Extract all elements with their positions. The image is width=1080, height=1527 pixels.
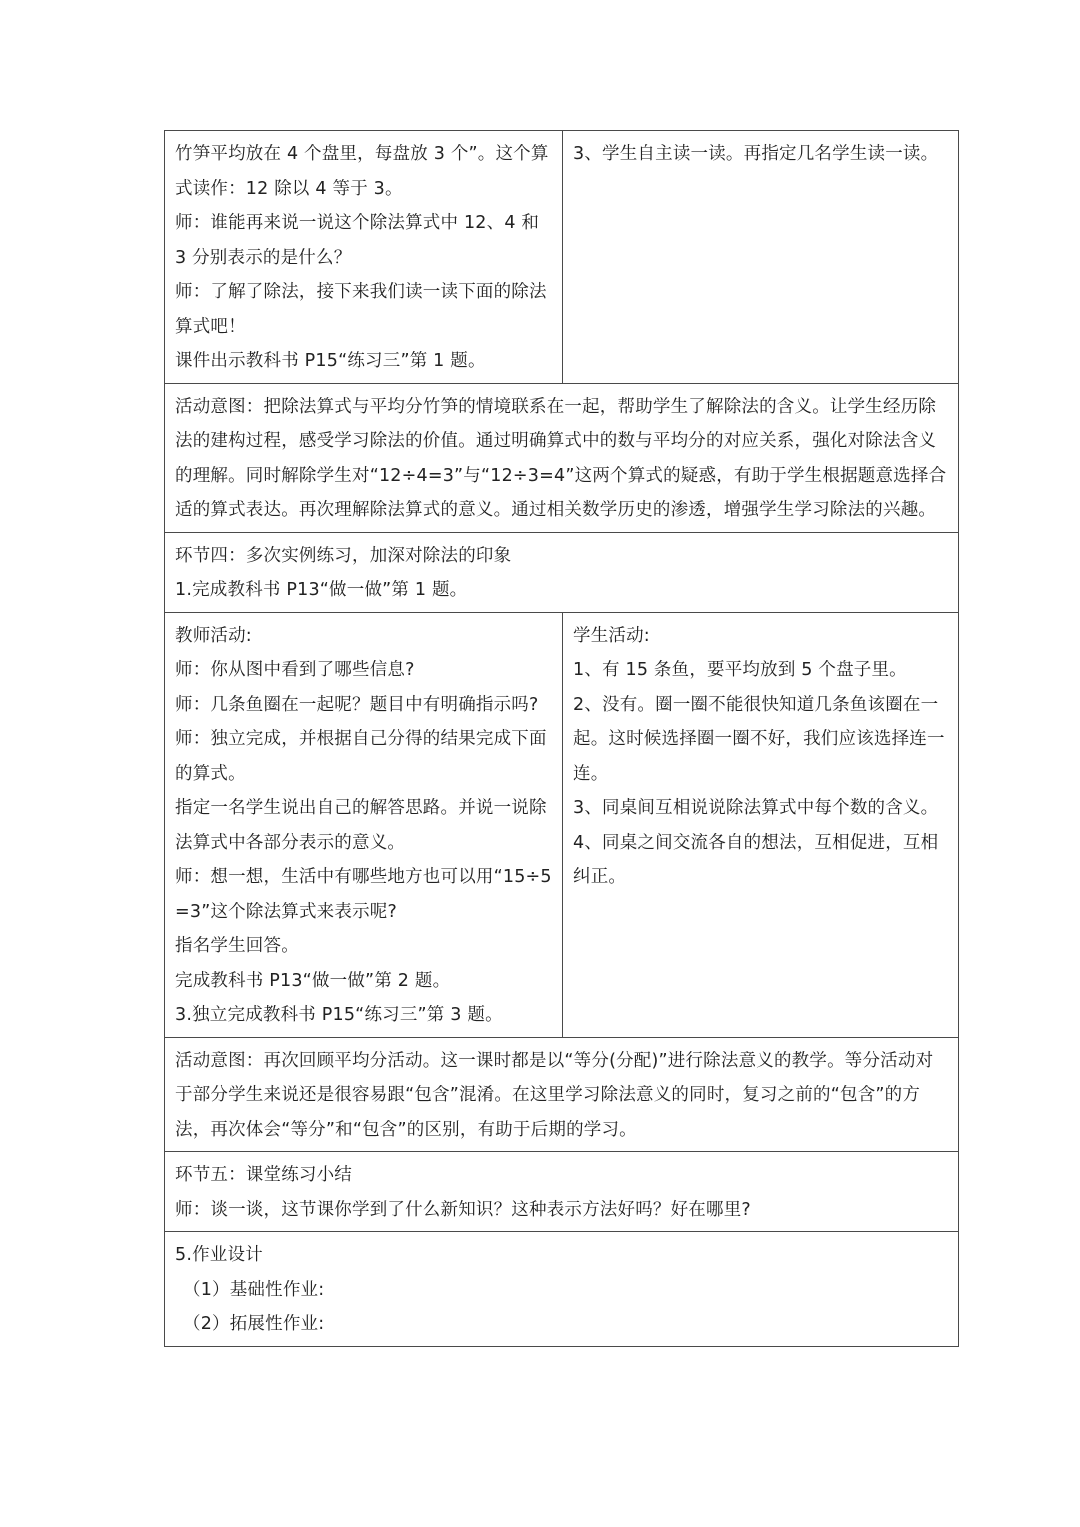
section-five-cell [165,1152,959,1232]
table-row [165,131,959,384]
teacher-activity-cell [165,131,563,384]
paragraph: 完成教科书 P13“做一做”第 2 题。 [175,970,451,991]
paragraph: 师：谁能再来说一说这个除法算式中 12、4 和 3 分别表示的是什么？ [175,213,545,268]
paragraph: 3、同桌间互相说说除法算式中每个数的含义。 [573,798,939,818]
paragraph: 师：你从图中看到了哪些信息? [175,660,415,680]
table-row [165,532,959,612]
section-heading: 环节五：课堂练习小结 [175,1165,352,1185]
paragraph: 2、没有。圈一圈不能很快知道几条鱼该圈在一起。这时候选择圈一圈不好，我们应该选择连一连。 [573,694,945,784]
paragraph: 1.完成教科书 P13“做一做”第 1 题。 [175,580,468,600]
student-activity-cell [563,131,959,384]
activity-intent-text: 活动意图：再次回顾平均分活动。这一课时都是以“等分(分配)”进行除法意义的教学。等分活动对于部分学生来说还是很容易跟“包含”混淆。在这里学习除法意义的同时，复习之前的“包含”的方法，再次体会“等分”和“包含”的区别，有助于后期的学习。 [175,1050,934,1140]
homework-cell [165,1232,959,1347]
paragraph: 师：想一想，生活中有哪些地方也可以用“15÷5=3”这个除法算式来表示呢? [175,867,552,922]
lesson-plan-table [164,130,959,1347]
paragraph: 师：独立完成，并根据自己分得的结果完成下面的算式。 [175,729,547,784]
column-heading: 学生活动: [573,625,650,646]
paragraph: 竹笋平均放在 4 个盘里，每盘放 3 个”。这个算式读作：12 除以 4 等于 3。 [175,144,549,199]
table-row [165,612,959,1037]
paragraph: 师：谈一谈，这节课你学到了什么新知识？这种表示方法好吗？好在哪里? [175,1199,751,1220]
activity-intent-cell [165,383,959,532]
table-row [165,1232,959,1347]
column-heading: 教师活动: [175,625,252,646]
section-four-cell [165,532,959,612]
section-heading: 环节四：多次实例练习，加深对除法的印象 [175,545,512,566]
table-row [165,1152,959,1232]
paragraph: 1、有 15 条鱼，要平均放到 5 个盘子里。 [573,660,907,680]
paragraph: 4、同桌之间交流各自的想法，互相促进，互相纠正。 [573,832,939,887]
table-row [165,1037,959,1152]
paragraph: 指定一名学生说出自己的解答思路。并说一说除法算式中各部分表示的意义。 [175,798,547,853]
student-activity-cell [563,612,959,1037]
paragraph: 3、学生自主读一读。再指定几名学生读一读。 [573,144,939,164]
paragraph: 师：了解了除法，接下来我们读一读下面的除法算式吧！ [175,282,547,337]
paragraph: 课件出示教科书 P15“练习三”第 1 题。 [175,351,486,371]
paragraph: 指名学生回答。 [175,936,299,956]
table-row [165,383,959,532]
homework-title: 5.作业设计 [175,1245,263,1265]
activity-intent-text: 活动意图：把除法算式与平均分竹笋的情境联系在一起，帮助学生了解除法的含义。让学生经历除法的建构过程，感受学习除法的价值。通过明确算式中的数与平均分的对应关系，强化对除法含义的理解。同时解除学生对“12÷4=3”与“12÷3=4”这两个算式的疑惑，有助于学生根据题意选择合适的算式表达。再次理解除法算式的意义。通过相关数学历史的渗透，增强学生学习除法的兴趣。 [175,396,947,520]
homework-item: （1）基础性作业: [183,1279,325,1300]
paragraph: 师：几条鱼圈在一起呢？题目中有明确指示吗? [175,694,539,715]
teacher-activity-cell [165,612,563,1037]
paragraph: 3.独立完成教科书 P15“练习三”第 3 题。 [175,1005,503,1025]
homework-item: （2）拓展性作业: [183,1314,325,1334]
activity-intent-cell [165,1037,959,1152]
